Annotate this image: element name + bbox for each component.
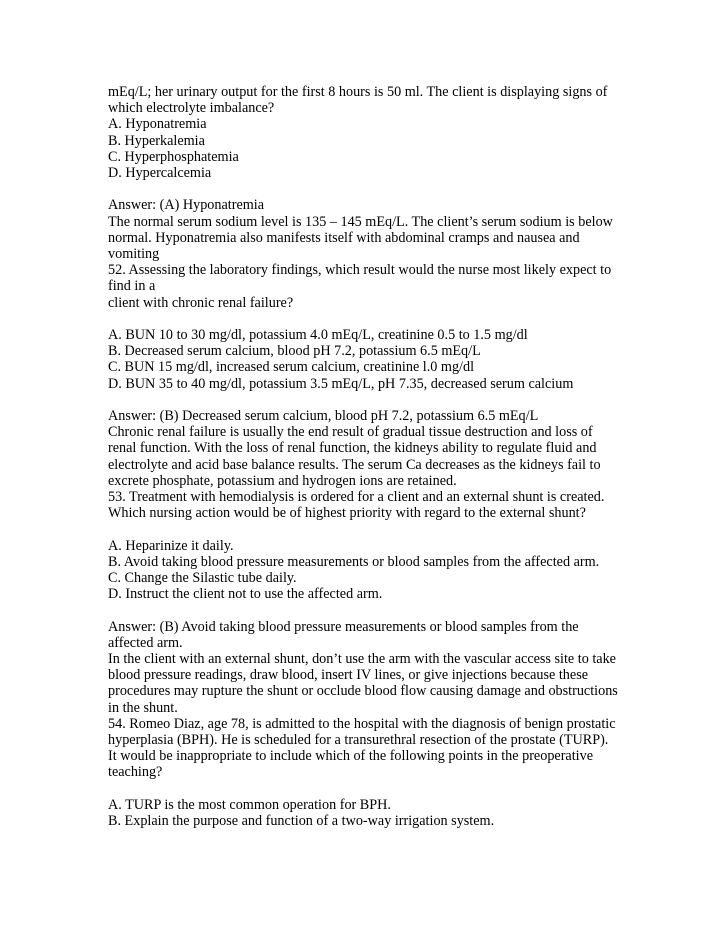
q51-option-a: A. Hyponatremia — [108, 116, 207, 133]
q52-rationale-line: Chronic renal failure is usually the end result of gradual tissue destruction and loss of — [108, 424, 593, 441]
q52-stem-line: 52. Assessing the laboratory findings, which result would the nurse most likely expect to — [108, 262, 612, 279]
q53-rationale-line: blood pressure readings, draw blood, insert IV lines, or give injections because these — [108, 667, 589, 684]
q52-rationale-line: electrolyte and acid base balance results. The serum Ca decreases as the kidneys fail to — [108, 456, 601, 473]
q53-rationale-line: procedures may rupture the shunt or occlude blood flow causing damage and obstructions — [108, 683, 618, 700]
spacer — [108, 181, 718, 197]
q52-option-b: B. Decreased serum calcium, blood pH 7.2, potassium 6.5 mEq/L — [108, 343, 481, 360]
q52-option-a: A. BUN 10 to 30 mg/dl, potassium 4.0 mEq/L, creatinine 0.5 to 1.5 mg/dl — [108, 327, 528, 344]
q52-option-d: D. BUN 35 to 40 mg/dl, potassium 3.5 mEq/L, pH 7.35, decreased serum calcium — [108, 375, 574, 392]
q52-stem-line: find in a — [108, 278, 156, 295]
q53-answer-line: affected arm. — [108, 634, 183, 651]
q54-stem-line: 54. Romeo Diaz, age 78, is admitted to the hospital with the diagnosis of benign prostatic — [108, 715, 616, 732]
q54-stem-line: teaching? — [108, 764, 163, 781]
q51-stem-line: mEq/L; her urinary output for the first 8 hours is 50 ml. The client is displaying signs of — [108, 84, 608, 100]
q53-stem-line: Which nursing action would be of highest priority with regard to the external shunt? — [108, 505, 586, 522]
q54-option-b: B. Explain the purpose and function of a two-way irrigation system. — [108, 813, 495, 830]
q53-option-c: C. Change the Silastic tube daily. — [108, 570, 297, 587]
q52-rationale-line: renal function. With the loss of renal function, the kidneys ability to regulate fluid and — [108, 440, 597, 457]
q53-rationale-line: In the client with an external shunt, don’t use the arm with the vascular access site to take — [108, 651, 616, 668]
q53-answer-line: Answer: (B) Avoid taking blood pressure measurements or blood samples from the — [108, 618, 579, 635]
q53-option-d: D. Instruct the client not to use the affected arm. — [108, 586, 383, 603]
q53-option-b: B. Avoid taking blood pressure measurements or blood samples from the affected arm. — [108, 553, 600, 570]
spacer — [108, 781, 718, 797]
q52-stem-line: client with chronic renal failure? — [108, 294, 294, 311]
spacer — [108, 521, 718, 537]
q54-stem-line: It would be inappropriate to include which of the following points in the preoperative — [108, 748, 594, 765]
q53-stem-line: 53. Treatment with hemodialysis is ordered for a client and an external shunt is created. — [108, 489, 605, 506]
q51-option-d: D. Hypercalcemia — [108, 165, 212, 182]
q51-option-b: B. Hyperkalemia — [108, 132, 205, 149]
spacer — [108, 602, 718, 618]
q52-answer: Answer: (B) Decreased serum calcium, blood pH 7.2, potassium 6.5 mEq/L — [108, 408, 539, 425]
q51-rationale-line: The normal serum sodium level is 135 – 145 mEq/L. The client’s serum sodium is below — [108, 213, 613, 230]
q54-option-a: A. TURP is the most common operation for BPH. — [108, 796, 391, 813]
document-page — [108, 84, 718, 829]
q51-answer: Answer: (A) Hyponatremia — [108, 197, 265, 214]
q51-option-c: C. Hyperphosphatemia — [108, 148, 239, 165]
q54-stem-line: hyperplasia (BPH). He is scheduled for a transurethral resection of the prostate (TURP). — [108, 732, 609, 749]
q53-option-a: A. Heparinize it daily. — [108, 537, 234, 554]
q53-rationale-line: in the shunt. — [108, 699, 178, 716]
spacer — [108, 392, 718, 408]
q51-rationale-line: vomiting — [108, 246, 160, 263]
q52-rationale-line: excrete phosphate, potassium and hydrogen ions are retained. — [108, 472, 457, 489]
q51-rationale-line: normal. Hyponatremia also manifests itself with abdominal cramps and nausea and — [108, 229, 580, 246]
q52-option-c: C. BUN 15 mg/dl, increased serum calcium, creatinine l.0 mg/dl — [108, 359, 475, 376]
q51-stem-line: which electrolyte imbalance? — [108, 100, 275, 117]
spacer — [108, 311, 718, 327]
